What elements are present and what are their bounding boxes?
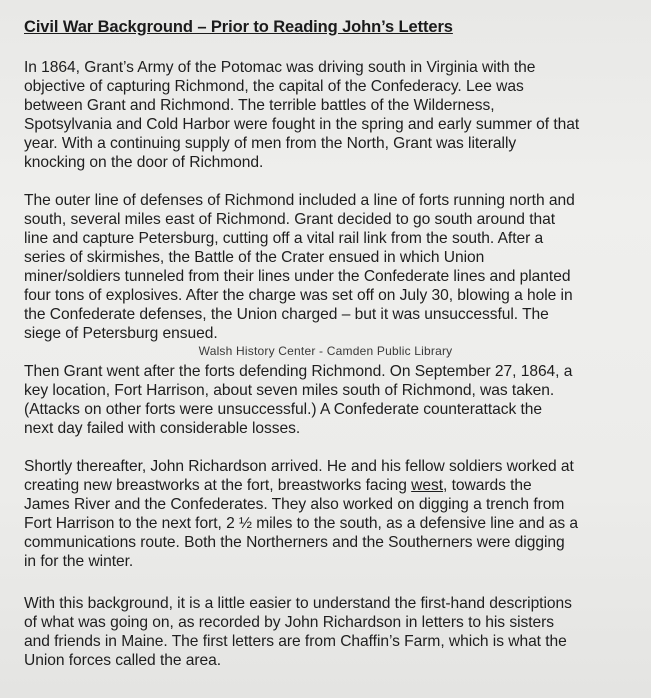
text-line: Fort Harrison to the next fort, 2 ½ miles to the south, as a defensive line and as a [24,515,579,532]
paragraph-fort-harrison [24,362,630,438]
underlined-word-west: west [411,477,444,494]
text-line: of what was going on, as recorded by John Richardson in letters to his sisters [24,614,555,631]
text-line: James River and the Confederates. They also worked on digging a trench from [24,496,565,513]
text-line: and friends in Maine. The first letters are from Chaffin’s Farm, which is what the [24,633,567,650]
paragraph-background-summary [24,594,630,670]
document-title: Civil War Background – Prior to Reading John’s Letters [24,18,453,36]
text-fragment: , towards the [443,477,532,494]
text-line: Shortly thereafter, John Richardson arrived. He and his fellow soldiers worked at [24,458,574,475]
text-line: the Confederate defenses, the Union charged – but it was unsuccessful. The [24,306,549,323]
text-line: siege of Petersburg ensued. [24,325,218,342]
text-line: miner/soldiers tunneled from their lines under the Confederate lines and planted [24,268,571,285]
text-line: communications route. Both the Northerners and the Southerners were digging [24,534,565,551]
text-line: key location, Fort Harrison, about seven miles south of Richmond, was taken. [24,382,555,399]
text-line: Union forces called the area. [24,652,222,669]
text-line: next day failed with considerable losses. [24,420,301,437]
text-line: Then Grant went after the forts defending Richmond. On September 27, 1864, a [24,363,573,380]
paragraph-petersburg [24,191,630,343]
paragraph-grant-advance [24,58,630,172]
text-line: four tons of explosives. After the charge was set off on July 30, blowing a hole in [24,287,573,304]
text-line: between Grant and Richmond. The terrible battles of the Wilderness, [24,97,495,114]
paragraph-john-richardson-arrival [24,457,630,571]
text-line: year. With a continuing supply of men from the North, Grant was literally [24,135,517,152]
library-watermark: Walsh History Center - Camden Public Library [198,344,453,358]
text-line: The outer line of defenses of Richmond included a line of forts running north and [24,192,575,209]
text-fragment: creating new breastworks at the fort, breastworks facing [24,477,412,494]
text-line: series of skirmishes, the Battle of the Crater ensued in which Union [24,249,485,266]
text-line: line and capture Petersburg, cutting off a vital rail link from the south. After a [24,230,544,247]
text-line: In 1864, Grant’s Army of the Potomac was driving south in Virginia with the [24,59,536,76]
text-line [24,476,630,495]
text-line: With this background, it is a little easier to understand the first-hand descriptions [24,595,572,612]
text-line: in for the winter. [24,553,134,570]
text-line: Spotsylvania and Cold Harbor were fought in the spring and early summer of that [24,116,580,133]
text-line: knocking on the door of Richmond. [24,154,264,171]
text-line: (Attacks on other forts were unsuccessful.) A Confederate counterattack the [24,401,543,418]
text-line: objective of capturing Richmond, the capital of the Confederacy. Lee was [24,78,524,95]
text-line: south, several miles east of Richmond. Grant decided to go south around that [24,211,556,228]
